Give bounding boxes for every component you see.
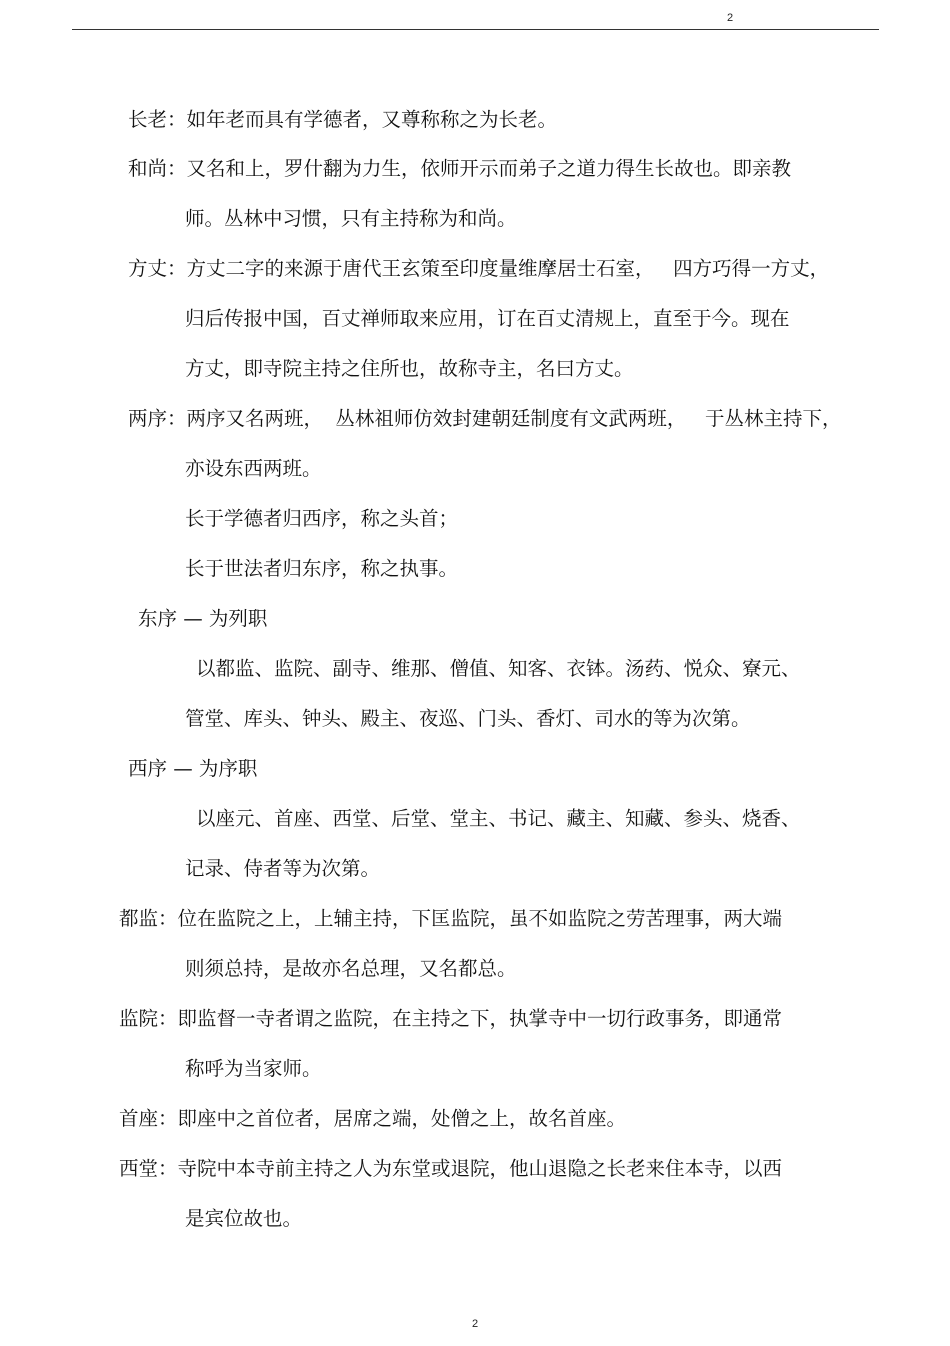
text-line: 则须总持，是故亦名总理，又名都总。 [185, 957, 517, 980]
text-line: 亦设东西两班。 [185, 457, 322, 480]
text-line: 两序：两序又名两班， 丛林祖师仿效封建朝廷制度有文武两班， 于丛林主持下， [128, 407, 842, 430]
text-line: 师。丛林中习惯，只有主持称为和尚。 [185, 207, 517, 230]
text-line: 都监：位在监院之上，上辅主持，下匡监院，虽不如监院之劳苦理事，两大端 [119, 907, 783, 930]
text-line: 管堂、库头、钟头、殿主、夜巡、门头、香灯、司水的等为次第。 [185, 707, 751, 730]
text-line: 归后传报中国，百丈禅师取来应用，订在百丈清规上，直至于今。现在 [185, 307, 790, 330]
footer-page-number: 2 [472, 1318, 479, 1330]
text-line: 是宾位故也。 [185, 1207, 303, 1230]
section-heading: 东序 — 为列职 [138, 607, 268, 630]
text-line: 长于世法者归东序，称之执事。 [185, 557, 459, 580]
text-line: 方丈：方丈二字的来源于唐代王玄策至印度量维摩居士石室， 四方巧得一方丈， [128, 257, 830, 280]
text-line: 以都监、监院、副寺、维那、僧值、知客、衣钵。汤药、悦众、寮元、 [196, 657, 801, 680]
text-line: 记录、侍者等为次第。 [185, 857, 381, 880]
text-line: 方丈，即寺院主持之住所也，故称寺主，名曰方丈。 [185, 357, 634, 380]
text-line: 和尚：又名和上，罗什翻为力生，依师开示而弟子之道力得生长故也。即亲教 [128, 157, 792, 180]
header-rule [72, 29, 879, 30]
text-line: 以座元、首座、西堂、后堂、堂主、书记、藏主、知藏、参头、烧香、 [196, 807, 801, 830]
section-heading: 西序 — 为序职 [128, 757, 258, 780]
text-line: 首座：即座中之首位者，居席之端，处僧之上，故名首座。 [119, 1107, 627, 1130]
text-line: 监院：即监督一寺者谓之监院，在主持之下，执掌寺中一切行政事务，即通常 [119, 1007, 783, 1030]
text-line: 称呼为当家师。 [185, 1057, 322, 1080]
text-line: 长老：如年老而具有学德者，又尊称称之为长老。 [128, 108, 558, 131]
header-page-number: 2 [727, 12, 734, 24]
text-line: 长于学德者归西序，称之头首； [185, 507, 459, 530]
text-line: 西堂：寺院中本寺前主持之人为东堂或退院，他山退隐之长老来住本寺，以西 [119, 1157, 783, 1180]
